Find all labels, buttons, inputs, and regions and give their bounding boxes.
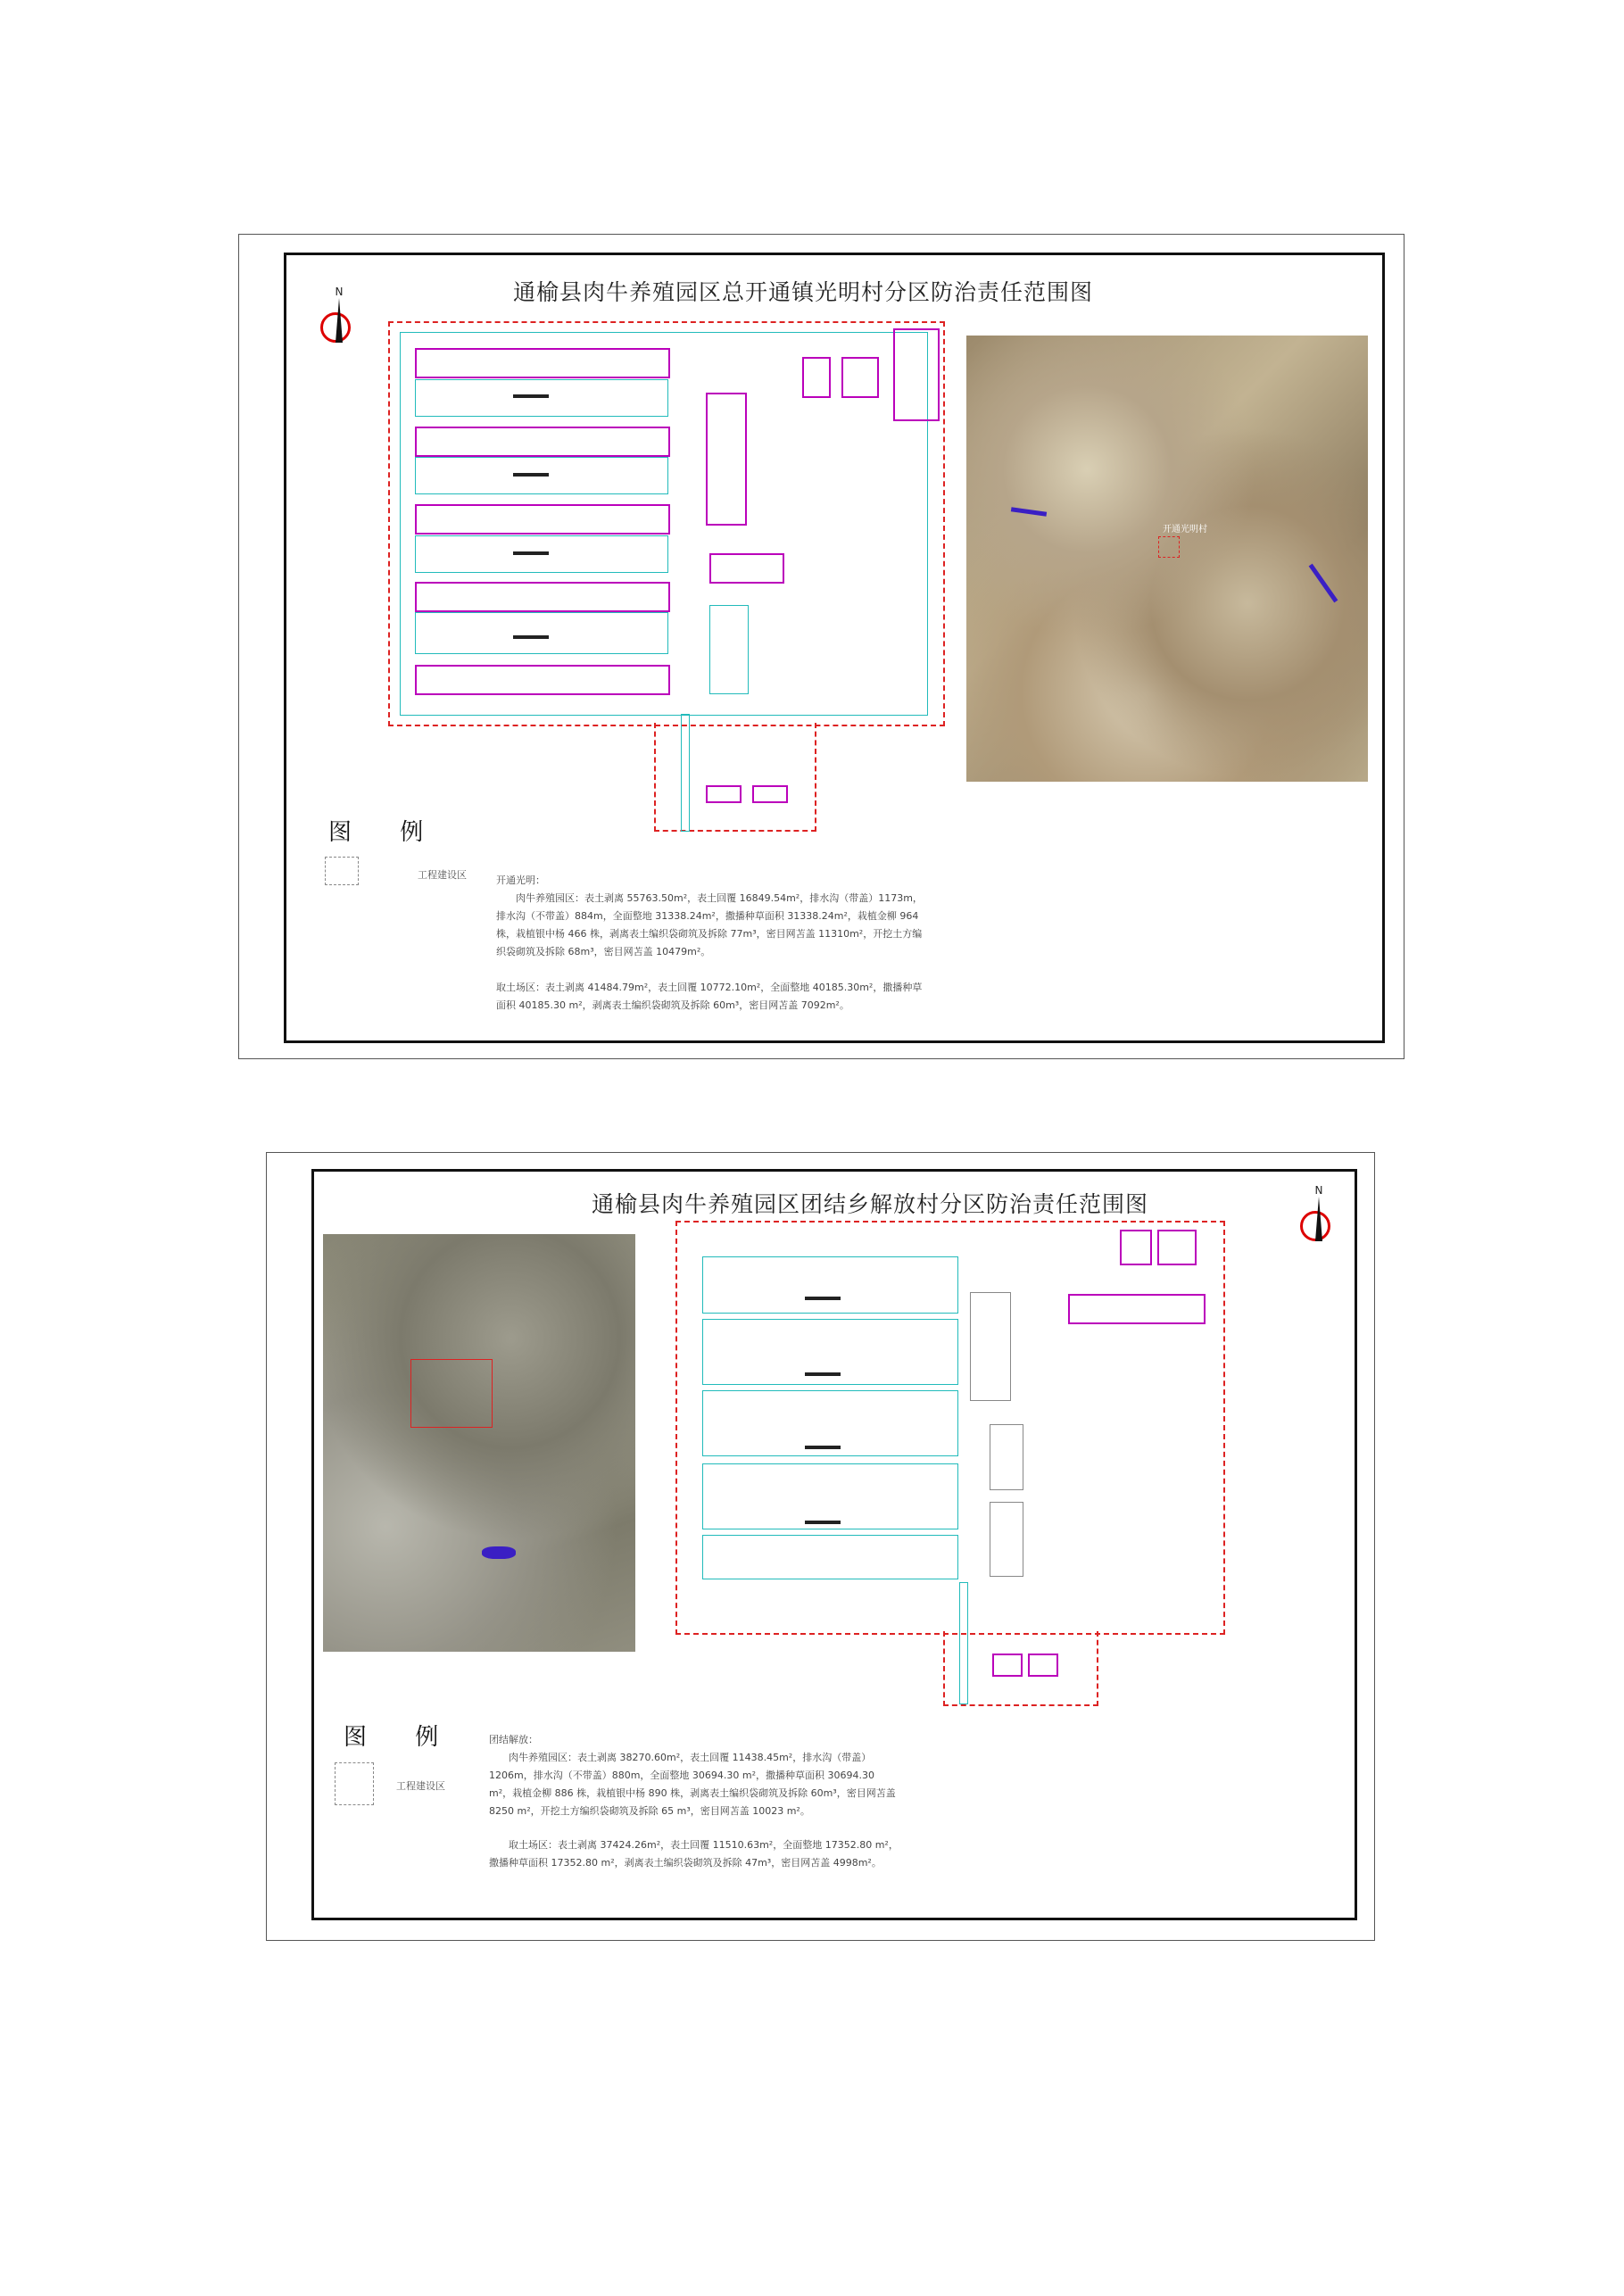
map1-site-boundary-lower: [654, 723, 816, 832]
map2-gate-3: [805, 1446, 841, 1449]
map2-building-g: [992, 1654, 1023, 1677]
map1-north-needle: [336, 298, 343, 343]
map2-legend-symbol: [335, 1762, 374, 1805]
map2-yard-4: [702, 1463, 958, 1529]
map1-barn-5: [415, 665, 670, 695]
map2-text-p2: 取土场区：表土剥离 37424.26m²，表土回覆 11510.63m²，全面整地 17352.80 m²，撒播种草面积 17352.80 m²，剥离表土编织袋砌筑及拆除 47m³，密目网苫盖 4998m²。: [489, 1839, 899, 1869]
map1-yard-1: [415, 379, 668, 417]
map2-text-p1: 肉牛养殖园区：表土剥离 38270.60m²，表土回覆 11438.45m²，排水沟（带盖）1206m，排水沟（不带盖）880m，全面整地 30694.30 m²，撒播种草面积 30694.30 m²，栽植金柳 886 株，栽植银中杨 890 株，剥离表土编织袋砌筑及拆除 60m³，密目网苫盖 8250 m²，开挖土方编织袋砌筑及拆除 65 m³，密目网苫盖 10023 m²。: [489, 1752, 896, 1817]
map1-text-p2: 取土场区：表土剥离 41484.79m²，表土回覆 10772.10m²，全面整地 40185.30m²，撒播种草面积 40185.30 m²，剥离表土编织袋砌筑及拆除 60m³，密目网苫盖 7092m²。: [496, 982, 923, 1011]
map2-satellite-image: [323, 1234, 635, 1652]
map2-legend-heading: 图 例: [344, 1724, 439, 1751]
map2-building-b: [1157, 1230, 1197, 1265]
map1-site-plan: [388, 321, 941, 830]
map2-legend-item: 工程建设区: [396, 1780, 445, 1792]
map2-building-a: [1120, 1230, 1152, 1265]
map2-building-d: [970, 1292, 1011, 1401]
map1-building-e: [841, 357, 879, 398]
map2-gate-2: [805, 1372, 841, 1376]
map2-north-label: N: [1314, 1184, 1323, 1197]
map1-gate-2: [513, 473, 549, 477]
map1-gate-4: [513, 635, 549, 639]
map1-sat-label: 开通光明村: [1163, 525, 1207, 535]
map1-building-g: [706, 785, 742, 803]
map2-building-e: [990, 1424, 1023, 1490]
map2-gate-4: [805, 1521, 841, 1524]
map2-yard-5: [702, 1535, 958, 1579]
map1-north-label: N: [335, 286, 344, 298]
map1-legend-item: 工程建设区: [418, 869, 467, 881]
map1-building-d: [802, 357, 831, 398]
map2-yard-1: [702, 1256, 958, 1314]
map1-barn-2: [415, 427, 670, 457]
map1-sat-marker-1: [1011, 507, 1047, 517]
map1-legend-symbol: [325, 857, 359, 885]
map2-text-head: 团结解放：: [489, 1734, 538, 1745]
map1-barn-3: [415, 504, 670, 535]
map2-building-h: [1028, 1654, 1058, 1677]
map2-text-block: [489, 1731, 899, 1872]
map1-barn-1: [415, 348, 670, 378]
map1-sat-site-box: [1158, 536, 1180, 558]
map1-building-a: [706, 393, 747, 526]
map2-gate-1: [805, 1297, 841, 1300]
map1-text-p1: 肉牛养殖园区：表土剥离 55763.50m²，表土回覆 16849.54m²，排水沟（带盖）1173m，排水沟（不带盖）884m，全面整地 31338.24m²，撒播种草面积 31338.24m²，栽植金柳 964 株，栽植银中杨 466 株，剥离表土编织袋砌筑及拆除 77m³，密目网苫盖 11310m²，开挖土方编织袋砌筑及拆除 68m³，密目网苫盖 10479m²。: [496, 892, 923, 957]
map1-text-head: 开通光明：: [496, 874, 545, 886]
map1-gate-3: [513, 551, 549, 555]
map2-north-arrow-icon: [1297, 1184, 1341, 1250]
map1-building-b: [709, 553, 784, 584]
map2-site-plan: [675, 1221, 1229, 1707]
map2-building-c: [1068, 1294, 1206, 1324]
map2-sat-site-box: [410, 1359, 493, 1428]
map1-title: 通榆县肉牛养殖园区总开通镇光明村分区防治责任范围图: [513, 279, 1094, 305]
map1-satellite-image: [966, 336, 1368, 782]
map1-building-f: [893, 328, 940, 421]
map2-building-f: [990, 1502, 1023, 1577]
map1-barn-4: [415, 582, 670, 612]
map1-text-block: [496, 872, 924, 1015]
map1-gate-1: [513, 394, 549, 398]
map1-sat-marker-2: [1309, 564, 1338, 603]
map1-access-road: [681, 714, 690, 832]
map2-north-needle: [1315, 1197, 1322, 1241]
map2-sat-marker: [482, 1546, 516, 1559]
map2-title: 通榆县肉牛养殖园区团结乡解放村分区防治责任范围图: [592, 1191, 1149, 1217]
map1-building-h: [752, 785, 788, 803]
map2-access-road: [959, 1582, 968, 1704]
map1-yard-4: [415, 612, 668, 654]
map1-legend-heading: 图 例: [328, 819, 424, 846]
map1-building-c: [709, 605, 749, 694]
map1-north-arrow-icon: [317, 286, 361, 352]
